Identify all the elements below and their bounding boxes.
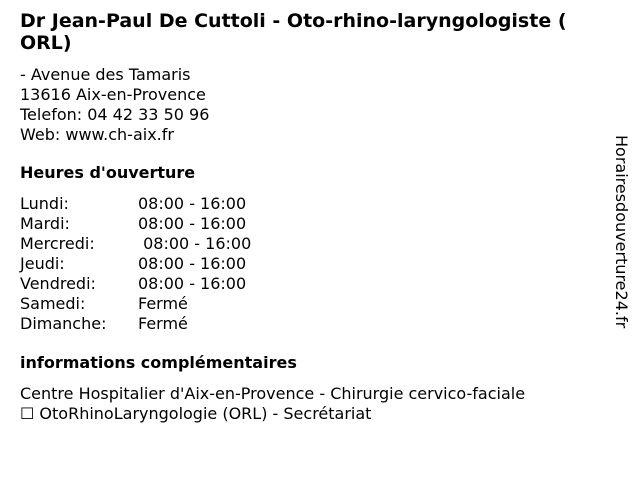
day-label: Lundi: [20, 194, 69, 213]
day-label: Samedi: [20, 294, 86, 313]
address-block [20, 65, 605, 145]
day-label: Jeudi: [20, 254, 65, 273]
hours-row-monday [20, 194, 605, 214]
time-value: 08:00 - 16:00 [138, 194, 247, 213]
street-line: - Avenue des Tamaris [20, 65, 191, 84]
time-value: 08:00 - 16:00 [138, 214, 247, 233]
day-label: Mardi: [20, 214, 70, 233]
day-label: Vendredi: [20, 274, 96, 293]
day-label: Dimanche: [20, 314, 107, 333]
time-value: Fermé [138, 314, 188, 333]
hours-table [20, 194, 605, 334]
time-value: 08:00 - 16:00 [138, 274, 247, 293]
page-title: Dr Jean-Paul De Cuttoli - Oto-rhino-laryngologiste ( ORL) [20, 10, 567, 54]
site-brand-vertical: Horairesdouverture24.fr [612, 135, 631, 329]
web-line[interactable]: Web: www.ch-aix.fr [20, 125, 174, 144]
time-value: 08:00 - 16:00 [138, 234, 252, 253]
phone-line[interactable]: Telefon: 04 42 33 50 96 [20, 105, 210, 124]
day-label: Mercredi: [20, 234, 95, 253]
hours-row-wednesday [20, 234, 605, 254]
hours-row-tuesday [20, 214, 605, 234]
hours-row-friday [20, 274, 605, 294]
hours-heading: Heures d'ouverture [20, 163, 196, 182]
listing-page [20, 10, 605, 424]
hours-row-saturday [20, 294, 605, 314]
info-line-hospital: Centre Hospitalier d'Aix-en-Provence - Chirurgie cervico-faciale [20, 384, 526, 403]
hours-row-thursday [20, 254, 605, 274]
info-line-department: ☐ OtoRhinoLaryngologie (ORL) - Secrétariat [20, 404, 372, 423]
city-line: 13616 Aix-en-Provence [20, 85, 206, 104]
time-value: Fermé [138, 294, 188, 313]
time-value: 08:00 - 16:00 [138, 254, 247, 273]
hours-row-sunday [20, 314, 605, 334]
info-heading: informations complémentaires [20, 353, 297, 372]
info-block [20, 384, 605, 424]
